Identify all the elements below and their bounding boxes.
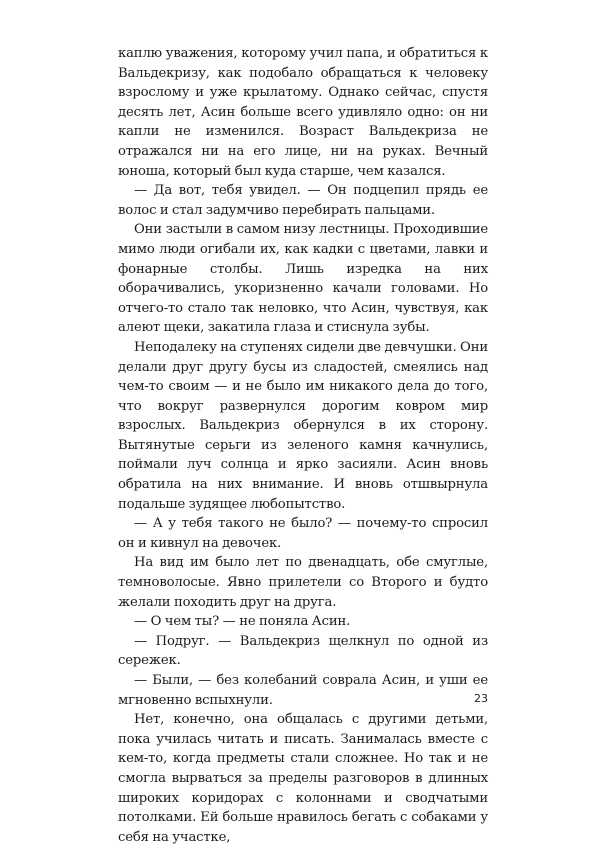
paragraph-3: Они застыли в самом низу лестницы. Проходившие мимо люди огибали их, как кадки с цветами, лавки и фонарные столбы. Лишь изредка на них оборачивались, укоризненно качали головами. Но отчего-то стало так неловко, что Асин, чувствуя, как алеют щеки, закатила глаза и стиснула зубы. (118, 222, 488, 336)
paragraph-9: — Были, — без колебаний соврала Асин, и уши ее мгновенно вспыхнули. (118, 673, 488, 708)
paragraph-7: — О чем ты? — не поняла Асин. (134, 614, 351, 630)
paragraph-2: — Да вот, тебя увидел. — Он подцепил прядь ее волос и стал задумчиво перебирать пальцами. (118, 183, 488, 218)
paragraph-6: На вид им было лет по двенадцать, обе смуглые, темноволосые. Явно прилетели со Второго и будто желали походить друг на друга. (118, 555, 488, 610)
paragraph-4: Неподалеку на ступенях сидели две девчушки. Они делали друг другу бусы из сладостей, смеялись над чем-то своим — и не было им никакого дела до того, что вокруг развернулся дорогим ковром мир взрослых. Вальдекриз обернулся в их сторону. Вытянутые серьги из зеленого камня качнулись, поймали луч солнца и ярко засияли. Асин вновь обратила на них внимание. И вновь отшвырнула подальше зудящее любопытство. (118, 339, 488, 512)
page-body (118, 44, 488, 847)
paragraph-10: Нет, конечно, она общалась с другими детьми, пока училась читать и писать. Занималась вместе с кем-то, когда предметы стали сложнее. Но так и не смогла вырваться за пределы разговоров в длинных широких коридорах с колоннами и сводчатыми потолками. Ей больше нравилось бегать с собаками у себя на участке, (118, 712, 488, 845)
paragraph-8: — Подруг. — Вальдекриз щелкнул по одной из сережек. (118, 633, 488, 669)
page-number: 23 (474, 692, 488, 705)
paragraph-5: — А у тебя такого не было? — почему-то спросил он и кивнул на девочек. (118, 516, 488, 551)
paragraph-1: каплю уважения, которому учил папа, и обратиться к Вальдекризу, как подобало обращаться к человеку взрослому и уже крылатому. Однако сейчас, спустя десять лет, Асин больше всего удивляло одно: он ни капли не изменился. Возраст Вальдекриза не отражался ни на его лице, ни на руках. Вечный юноша, который был куда старше, чем казался. (118, 46, 488, 179)
